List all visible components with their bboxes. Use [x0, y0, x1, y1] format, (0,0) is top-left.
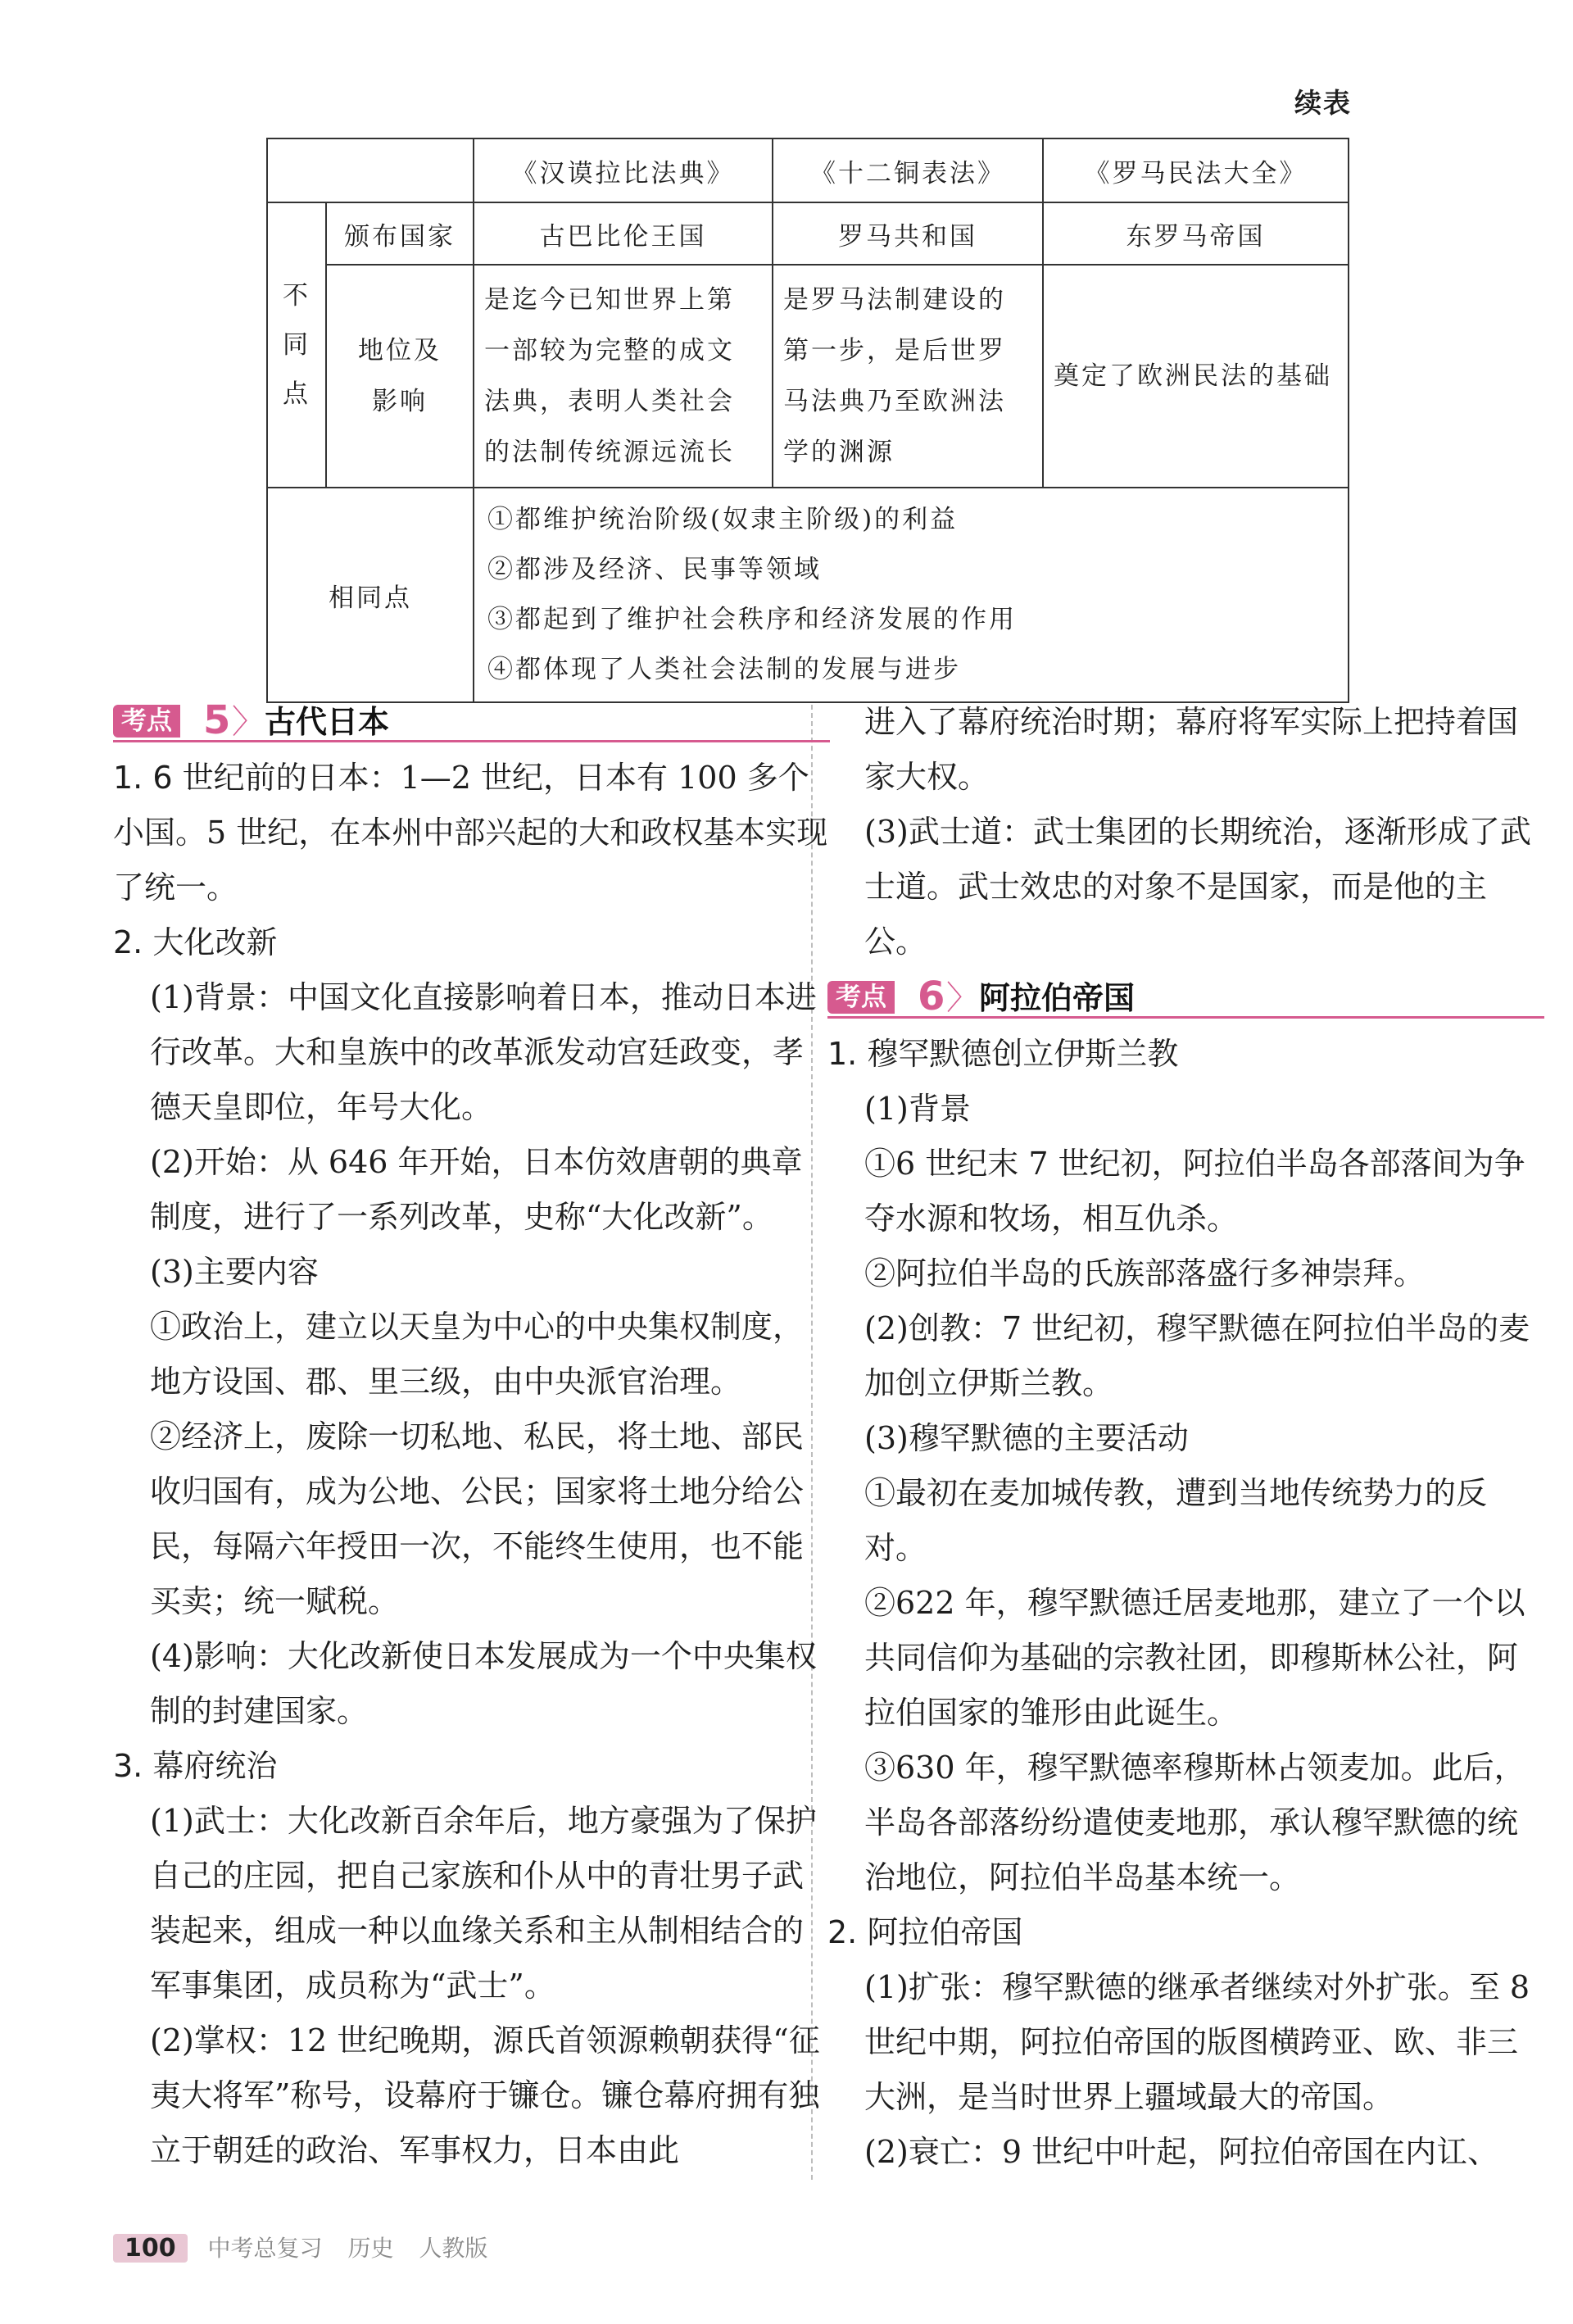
table-cell: 古巴比伦王国: [474, 202, 773, 265]
row-label-status: 地位及 影响: [326, 265, 474, 488]
paragraph: ①政治上，建立以天皇为中心的中央集权制度，地方设国、郡、里三级，由中央派官治理。: [150, 1309, 805, 1400]
section-badge: 考点: [113, 705, 180, 738]
paragraph: (2)创教：7 世纪初，穆罕默德在阿拉伯半岛的麦加创立伊斯兰教。: [864, 1310, 1530, 1401]
page-number: 100: [113, 2234, 188, 2263]
row-label-issuer: 颁布国家: [326, 202, 474, 265]
table-row-same: [267, 488, 1349, 702]
edition-label: 人教版: [419, 2235, 488, 2262]
paragraph: (3)穆罕默德的主要活动: [864, 1420, 1189, 1456]
row-label-same: 相同点: [267, 488, 474, 702]
table-header: 《罗马民法大全》: [1043, 138, 1349, 202]
book-title: 中考总复习: [207, 2235, 323, 2262]
table-cell: 是迄今已知世界上第一部较为完整的成文法典，表明人类社会的法制传统源远流长: [474, 265, 773, 488]
section-title: 阿拉伯帝国: [979, 980, 1136, 1016]
paragraph: ①6 世纪末 7 世纪初，阿拉伯半岛各部落间为争夺水源和牧场，相互仇杀。: [864, 1146, 1525, 1237]
point-heading: 3. 幕府统治: [113, 1748, 278, 1784]
paragraph: (2)开始：从 646 年开始，日本仿效唐朝的典章制度，进行了一系列改革，史称“大化改新”。: [150, 1144, 803, 1235]
paragraph: (1)背景: [864, 1091, 971, 1127]
section-heading-6: [827, 974, 1544, 1019]
paragraph: (1)武士：大化改新百余年后，地方豪强为了保护自己的庄园，把自己家族和仆从中的青壮男子武装起来，组成一种以血缘关系和主从制相结合的军事集团，成员称为“武士”。: [150, 1803, 817, 2004]
continued-label: 续表: [1294, 87, 1352, 119]
same-point: ④都体现了人类社会法制的发展与进步: [487, 655, 961, 684]
point-heading: 2. 大化改新: [113, 924, 278, 960]
section-heading-5: [113, 698, 830, 742]
paragraph: 进入了幕府统治时期；幕府将军实际上把持着国家大权。: [864, 704, 1519, 795]
point-heading: 2. 阿拉伯帝国: [827, 1914, 1023, 1950]
subject-label: 历史: [347, 2235, 394, 2262]
right-column: [827, 695, 1544, 2180]
paragraph: (1)扩张：穆罕默德的继承者继续对外扩张。至 8 世纪中期，阿拉伯帝国的版图横跨亚、欧、非三大洲，是当时世界上疆域最大的帝国。: [864, 1969, 1530, 2115]
table-corner: [267, 138, 474, 202]
section-number: 5: [203, 697, 231, 743]
paragraph: (1)背景：中国文化直接影响着日本，推动日本进行改革。大和皇族中的改革派发动宫廷政变，孝德天皇即位，年号大化。: [150, 979, 817, 1125]
diff-group-label: 不 同 点: [267, 202, 326, 488]
paragraph: ②经济上，废除一切私地、私民，将土地、部民收归国有，成为公地、公民；国家将土地分给公民，每隔六年授田一次，不能终生使用，也不能买卖；统一赋税。: [150, 1418, 805, 1619]
point-heading: 1. 6 世纪前的日本：: [113, 760, 401, 796]
section-title: 古代日本: [265, 704, 390, 740]
same-point: ②都涉及经济、民事等领域: [487, 555, 822, 584]
paragraph: ②阿拉伯半岛的氏族部落盛行多神崇拜。: [864, 1255, 1426, 1291]
table-cell: 罗马共和国: [773, 202, 1043, 265]
table-header-row: [267, 138, 1349, 202]
point-body: 1—2 世纪，日本有 100 多个小国。5 世纪，在本州中部兴起的大和政权基本实现了统一。: [113, 760, 828, 906]
chevron-right-icon: 〉: [232, 703, 265, 741]
table-cell: 东罗马帝国: [1043, 202, 1349, 265]
table-row-status: [267, 265, 1349, 488]
same-point: ③都起到了维护社会秩序和经济发展的作用: [487, 605, 1017, 634]
paragraph: (2)衰亡：9 世纪中叶起，阿拉伯帝国在内讧、: [864, 2134, 1499, 2170]
table-cell: 是罗马法制建设的第一步，是后世罗马法典乃至欧洲法学的渊源: [773, 265, 1043, 488]
section-underline: [827, 1016, 1544, 1019]
table-header: 《汉谟拉比法典》: [474, 138, 773, 202]
paragraph: (3)主要内容: [150, 1254, 319, 1290]
paragraph: (2)掌权：12 世纪晚期，源氏首领源赖朝获得“征夷大将军”称号，设幕府于镰仓。镰仓幕府拥有独立于朝廷的政治、军事权力，日本由此: [150, 2022, 820, 2168]
page-footer: [113, 2231, 505, 2263]
table-cell: 奠定了欧洲民法的基础: [1043, 265, 1349, 488]
section-badge: 考点: [827, 981, 895, 1014]
chevron-right-icon: 〉: [946, 979, 979, 1017]
section-underline: [113, 740, 830, 742]
same-points: [474, 488, 1349, 702]
paragraph: ②622 年，穆罕默德迁居麦地那，建立了一个以共同信仰为基础的宗教社团，即穆斯林公社，阿拉伯国家的雏形由此诞生。: [864, 1585, 1525, 1731]
left-column: [113, 697, 830, 2178]
table-row-issuer: [267, 202, 1349, 265]
law-comparison-table: [266, 138, 1349, 703]
section-number: 6: [918, 974, 945, 1019]
table-header: 《十二铜表法》: [773, 138, 1043, 202]
paragraph: [113, 751, 830, 915]
paragraph: ①最初在麦加城传教，遭到当地传统势力的反对。: [864, 1475, 1488, 1566]
point-heading: 1. 穆罕默德创立伊斯兰教: [827, 1036, 1179, 1072]
paragraph: ③630 年，穆罕默德率穆斯林占领麦加。此后，半岛各部落纷纷遣使麦地那，承认穆罕默德的统治地位，阿拉伯半岛基本统一。: [864, 1750, 1525, 1895]
same-point: ①都维护统治阶级(奴隶主阶级)的利益: [487, 505, 959, 534]
paragraph: (4)影响：大化改新使日本发展成为一个中央集权制的封建国家。: [150, 1638, 817, 1729]
paragraph: (3)武士道：武士集团的长期统治，逐渐形成了武士道。武士效忠的对象不是国家，而是他的主公。: [864, 814, 1531, 960]
